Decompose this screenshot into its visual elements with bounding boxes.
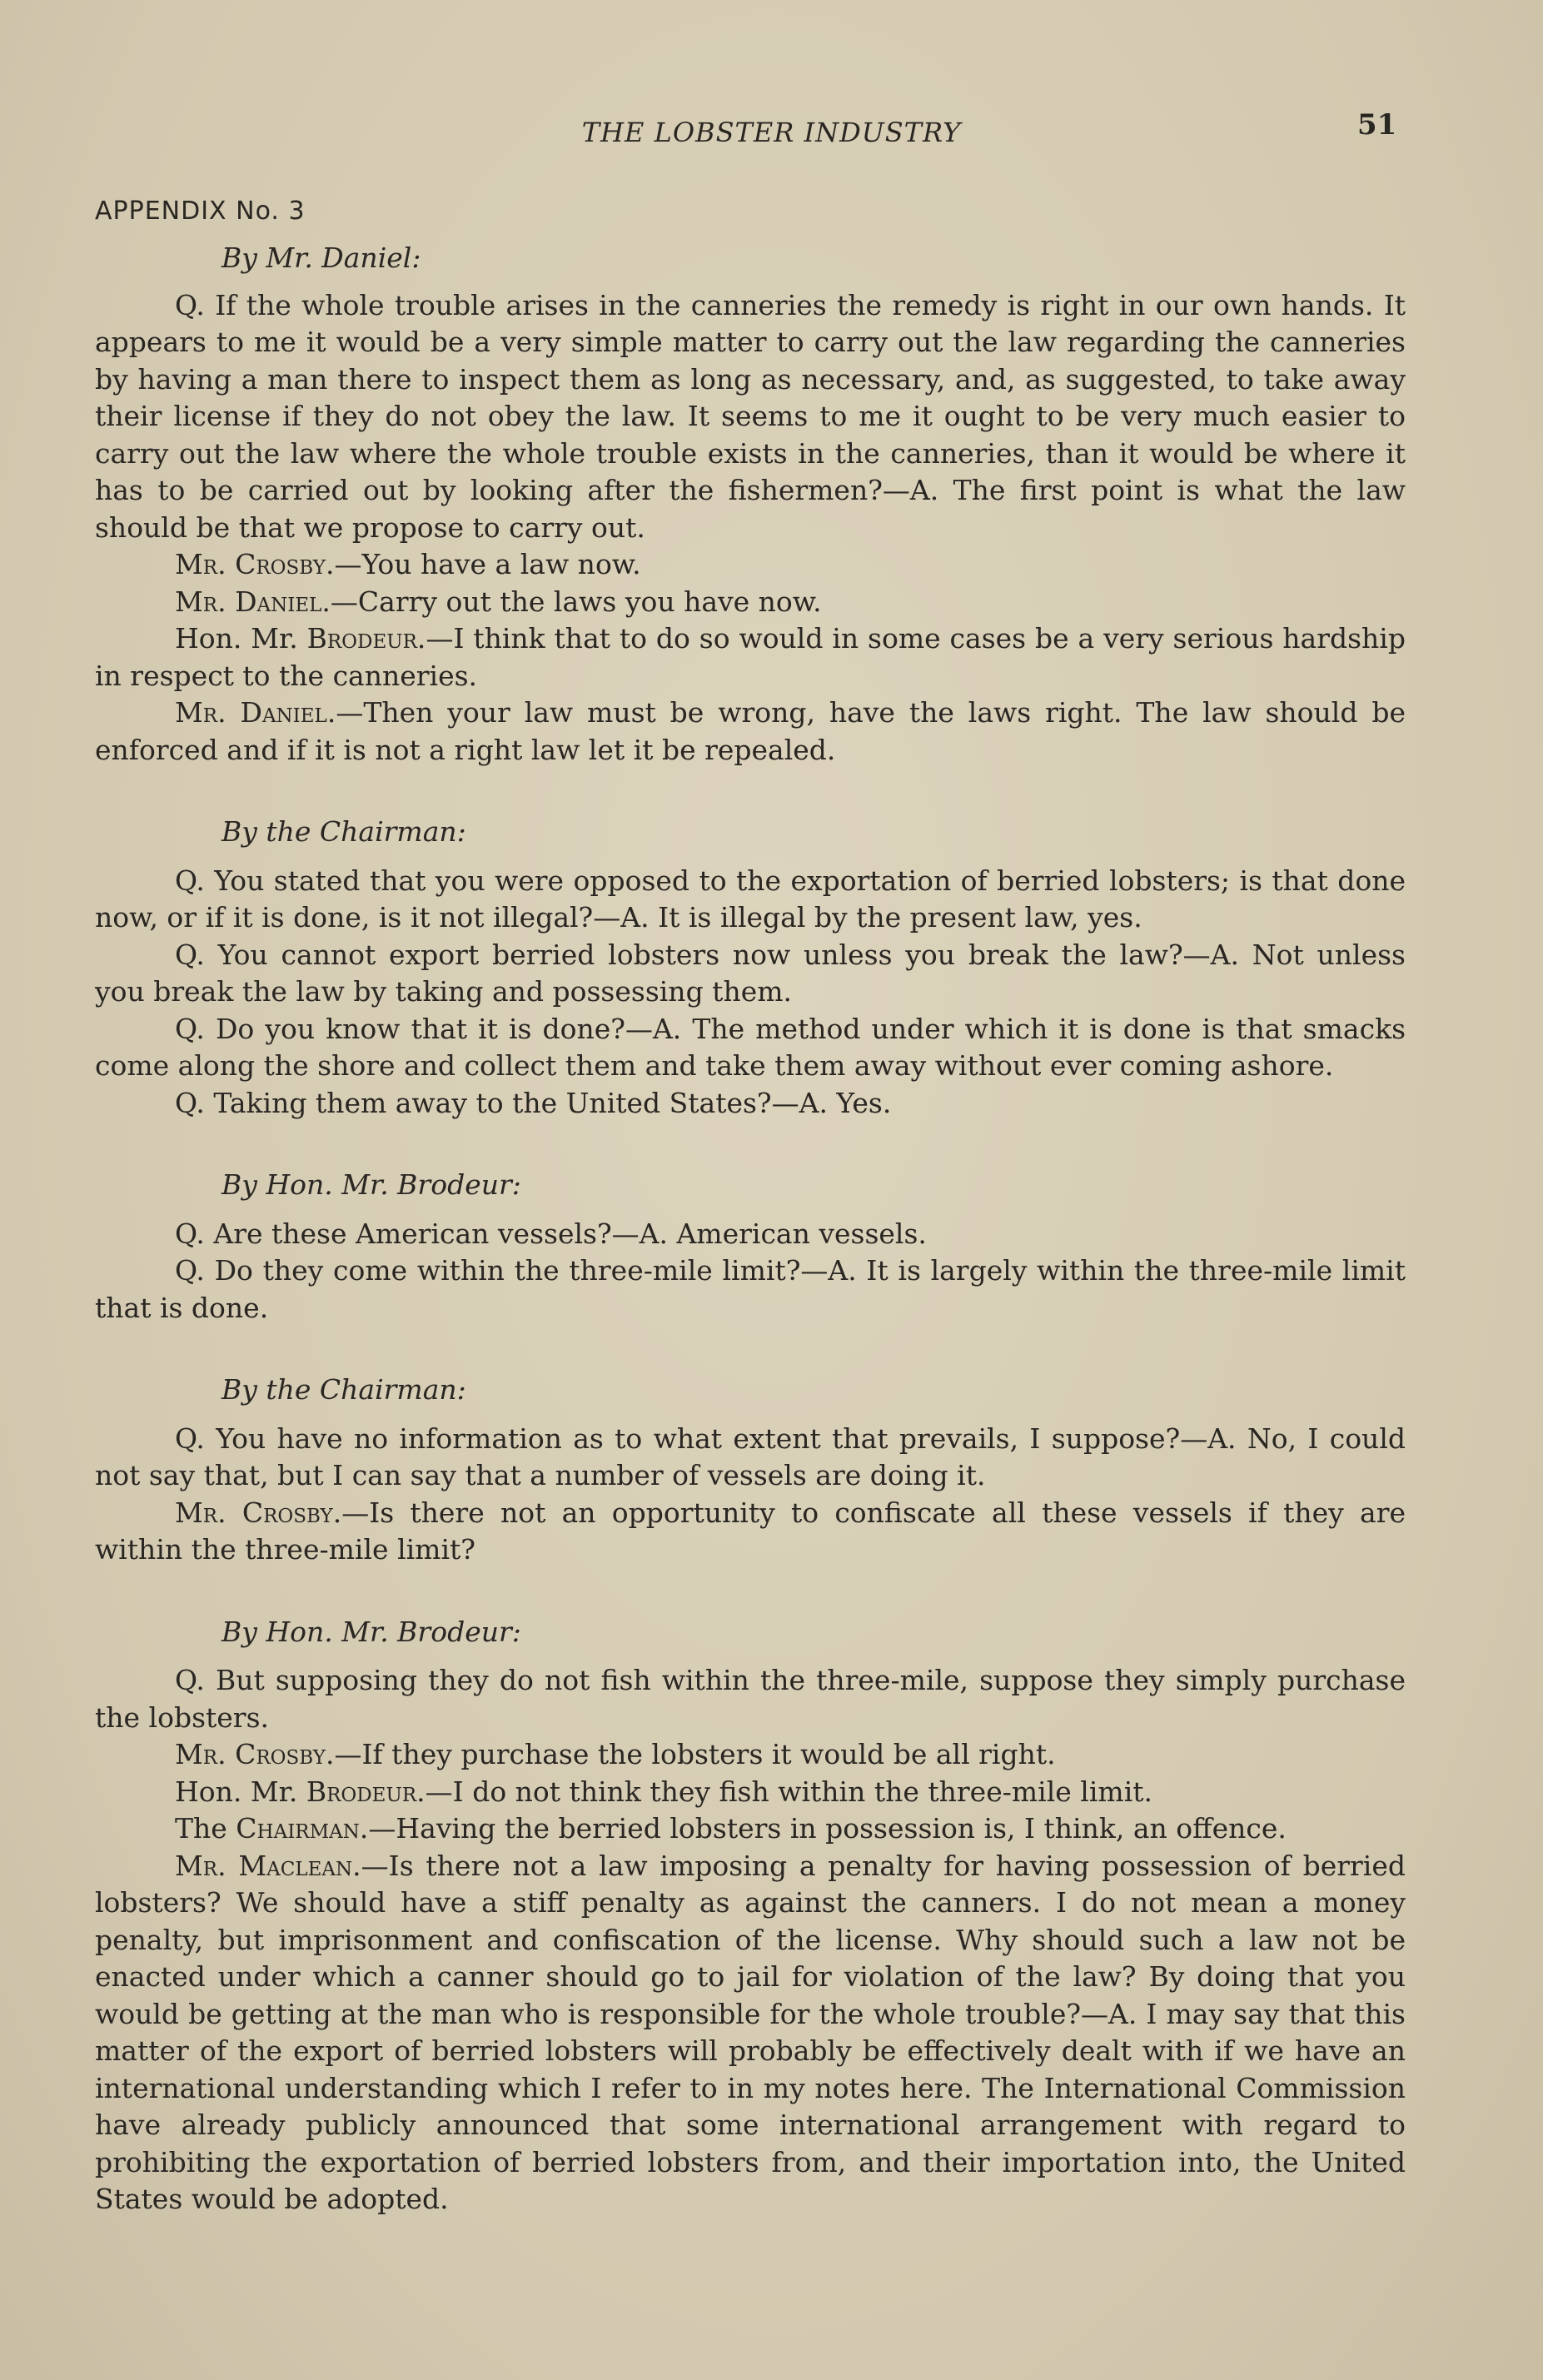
paragraph: Q. Do you know that it is done?—A. The method under which it is done is that smacks come along the shore and collect them and take them away without ever coming ashore. <box>95 1012 1406 1082</box>
section-heading: By Hon. Mr. Brodeur: <box>221 1615 521 1648</box>
paragraph <box>95 1495 1406 1569</box>
paragraph <box>95 1736 1406 1774</box>
page-number: 51 <box>1357 108 1397 142</box>
speech-text: —Carry out the laws you have now. <box>330 585 822 618</box>
speaker-name: Brodeur. <box>306 622 426 655</box>
paragraph <box>95 620 1406 695</box>
section-heading: By Mr. Daniel: <box>221 241 421 274</box>
speech-text: —I think that to do so would in some cases be a very serious hardship in respect to the canneries. <box>95 622 1406 692</box>
paragraph: Q. You have no information as to what extent that prevails, I suppose?—A. No, I could not say that, but I can say that a number of vessels are doing it. <box>95 1422 1406 1491</box>
speaker-name: Mr. Maclean. <box>175 1849 361 1882</box>
running-title: THE LOBSTER INDUSTRY <box>581 117 962 148</box>
speaker-title: The <box>175 1812 236 1845</box>
speech-text: —I do not think they fish within the three-mile limit. <box>425 1775 1152 1808</box>
section-heading: By the Chairman: <box>221 815 466 848</box>
paragraph <box>95 1774 1406 1811</box>
paragraph <box>95 1848 1406 2218</box>
paragraph <box>95 546 1406 584</box>
speaker-name: Mr. Crosby. <box>175 1738 335 1770</box>
body-text <box>95 240 1406 2218</box>
speaker-name: Chairman. <box>236 1812 369 1845</box>
speaker-name: Mr. Daniel. <box>175 696 336 729</box>
paragraph: Q. Taking them away to the United States?—A. Yes. <box>175 1086 892 1119</box>
speaker-title: Hon. Mr. <box>175 1775 306 1808</box>
paragraph <box>95 695 1406 769</box>
speaker-name: Mr. Crosby. <box>175 548 335 580</box>
section-heading: By the Chairman: <box>221 1373 466 1406</box>
section-heading: By Hon. Mr. Brodeur: <box>221 1168 521 1201</box>
speaker-name: Brodeur. <box>306 1775 426 1808</box>
paragraph: Q. If the whole trouble arises in the canneries the remedy is right in our own hands. It appears to me it would be a very simple matter to carry out the law regarding the canneries by having a man there to inspect them as long as necessary, and, as suggested, to take away their license if they do not obey the law. It seems to me it ought to be very much easier to carry out the law where the whole trouble exists in the canneries, than it would be where it has to be carried out by looking after the fishermen?—A. The first point is what the law should be that we propose to carry out. <box>95 288 1406 544</box>
speech-text: —Is there not an opportunity to confiscate all these vessels if they are within the three-mile limit? <box>95 1496 1406 1566</box>
speaker-name: Mr. Daniel. <box>175 585 331 618</box>
paragraph: Q. Are these American vessels?—A. American vessels. <box>175 1217 927 1250</box>
paragraph: Q. Do they come within the three-mile limit?—A. It is largely within the three-mile limit that is done. <box>95 1254 1406 1324</box>
speaker-name: Mr. Crosby. <box>175 1496 342 1529</box>
paragraph: Q. You stated that you were opposed to the exportation of berried lobsters; is that done now, or if it is done, is it not illegal?—A. It is illegal by the present law, yes. <box>95 864 1406 934</box>
paragraph: Q. You cannot export berried lobsters now unless you break the law?—A. Not unless you break the law by taking and possessing them. <box>95 938 1406 1008</box>
paragraph <box>95 1810 1406 1848</box>
speech-text: —If they purchase the lobsters it would be all right. <box>334 1738 1056 1770</box>
speaker-title: Hon. Mr. <box>175 622 307 655</box>
appendix-label: APPENDIX No. 3 <box>95 197 306 226</box>
speech-text: —Having the berried lobsters in possession is, I think, an offence. <box>368 1812 1287 1845</box>
paragraph: Q. But supposing they do not fish within the three-mile, suppose they simply purchase the lobsters. <box>95 1664 1406 1734</box>
speech-text: —Is there not a law imposing a penalty for having possession of berried lobsters? We should have a stiff penalty as against the canners. I do not mean a money penalty, but imprisonment and confiscation of the license. Why should such a law not be enacted under which a canner should go to jail for violation of the law? By doing that you would be getting at the man who is responsible for the whole trouble?—A. I may say that this matter of the export of berried lobsters will probably be effectively dealt with if we have an international understanding which I refer to in my notes here. The International Commission have already publicly announced that some international arrangement with regard to prohibiting the exportation of berried lobsters from, and their importation into, the United States would be adopted. <box>95 1849 1406 2215</box>
speech-text: —You have a law now. <box>334 548 641 580</box>
speech-text: —Then your law must be wrong, have the laws right. The law should be enforced and if it is not a right law let it be repealed. <box>95 696 1406 766</box>
paragraph <box>95 584 1406 621</box>
